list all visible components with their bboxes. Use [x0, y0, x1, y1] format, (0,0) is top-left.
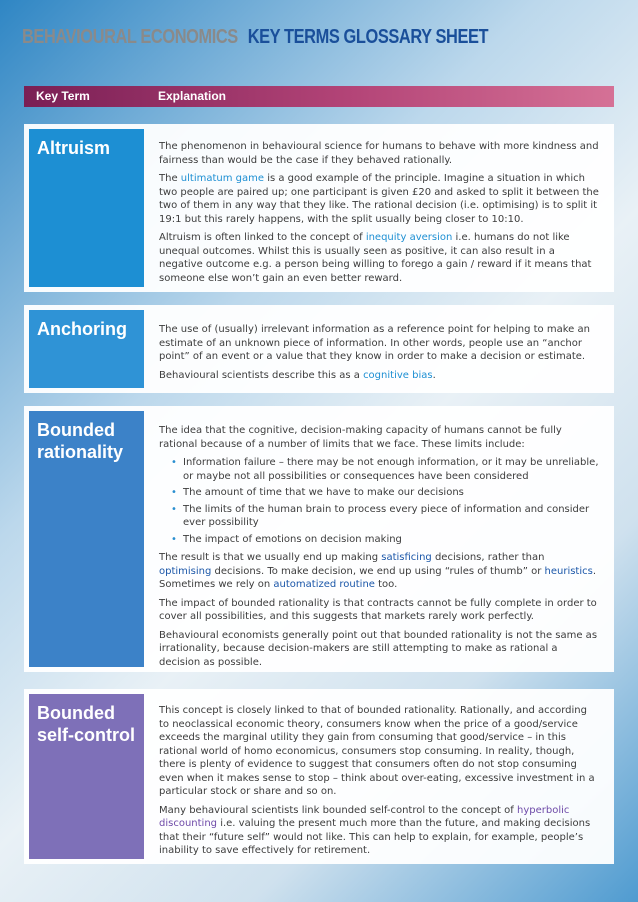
explanation-anchoring — [159, 323, 599, 387]
text: decisions, rather than — [431, 552, 545, 563]
text: i.e. humans do not like unequal outcomes. Whilst this is usually seen as positive, it can also result in a negative outcome e.g. a person being willing to forego a gain / reward if it means that someone else won’t gain an even better reward. — [159, 232, 592, 284]
explanation-altruism — [159, 140, 599, 290]
link-cognitive-bias[interactable]: cognitive bias — [363, 369, 433, 381]
term-line: Bounded — [37, 420, 115, 440]
text: i.e. valuing the present much more than the future, and making decisions that their “future self” would not like. This can help to explain, for example, people’s inability to save effectively for retirement. — [159, 818, 591, 856]
text: The result is that we usually end up making — [159, 552, 382, 563]
text: Altruism is often linked to the concept of — [159, 232, 366, 243]
text: too. — [374, 579, 398, 590]
text: Behavioural scientists describe this as a — [159, 369, 364, 381]
entry-anchoring — [24, 305, 614, 393]
list-item: • The amount of time that we have to make our decisions — [183, 486, 599, 500]
title-sheet: KEY TERMS GLOSSARY SHEET — [247, 26, 489, 48]
anchoring-p1: The use of (usually) irrelevant information as a reference point for helping to make an estimate of an unknown piece of information. In other words, people use an “anchor point” of an event or a value that they know in order to make a decision or estimate. — [159, 324, 590, 362]
entry-bounded-self-control — [24, 689, 614, 864]
explanation-bounded-self-control — [159, 704, 599, 863]
header-explanation: Explanation — [158, 89, 227, 103]
term-box-bounded-rationality — [29, 411, 144, 667]
term-line: rationality — [37, 442, 124, 462]
entry-altruism — [24, 124, 614, 292]
text: Many behavioural scientists link bounded self-control to the concept of — [159, 804, 517, 816]
page-title — [22, 26, 488, 49]
term-bounded-self-control — [37, 702, 147, 746]
bounded-rationality-p2 — [159, 551, 599, 592]
altruism-p2 — [159, 172, 599, 226]
header-key-term: Key Term — [36, 89, 90, 103]
limits-list — [159, 456, 599, 546]
text: The — [159, 173, 181, 184]
term-altruism: Altruism — [37, 138, 111, 158]
link-satisficing[interactable]: satisficing — [381, 552, 432, 563]
bounded-self-control-p2 — [159, 804, 599, 858]
link-inequity-aversion[interactable]: inequity aversion — [365, 232, 453, 243]
link-ultimatum-game[interactable]: ultimatum game — [180, 173, 265, 184]
table-header — [24, 86, 614, 107]
altruism-p1: The phenomenon in behavioural science for humans to behave with more kindness and fairness than would be the case if they behaved rationally. — [159, 141, 599, 166]
altruism-p3 — [159, 231, 599, 285]
bounded-rationality-p3: The impact of bounded rationality is that contracts cannot be fully complete in order to cover all possibilities, and this suggests that markets rarely work perfectly. — [159, 597, 597, 622]
bounded-self-control-p1: This concept is closely linked to that of bounded rationality. Rationally, and according to neoclassical economic theory, consumers know when the price of a good/service exceeds the marginal utility they gain from consuming that good/service – in this rational world of homo economicus, consumers stop consuming. In reality, though, there is plenty of evidence to suggest that consumers often do not stop consuming even when it makes sense to stop – think about over-eating, excessive investment in a particular stock or share and so on. — [159, 705, 595, 797]
term-anchoring: Anchoring — [37, 319, 127, 339]
term-line: self-control — [37, 725, 136, 745]
link-optimising[interactable]: optimising — [159, 565, 212, 577]
term-line: Bounded — [37, 703, 115, 723]
list-item: • Information failure – there may be not enough information, or it may be unreliable, or maybe not all possibilities or consequences have been considered — [183, 456, 599, 483]
list-item: • The limits of the human brain to process every piece of information and consider ever possibility — [183, 503, 599, 530]
list-item: • The impact of emotions on decision making — [183, 533, 599, 547]
text: is a good example of the principle. Imagine a situation in which two people are paired up; one participant is given £20 and asked to split it between the two of them in any way that they like. The rational decision (i.e. optimising) is to split it 19:1 but this rarely happens, with the split usually being closer to 10:10. — [159, 173, 599, 225]
bounded-rationality-p4: Behavioural economists generally point out that bounded rationality is not the same as irrationality, because decision-makers are still attempting to make as rational a decision as possible. — [159, 629, 598, 668]
term-bounded-rationality — [37, 419, 147, 463]
anchoring-p2 — [159, 369, 599, 383]
link-heuristics[interactable]: heuristics — [544, 565, 593, 577]
link-automatized-routine[interactable]: automatized routine — [273, 579, 375, 590]
text: . Sometimes we rely on — [159, 565, 597, 590]
entry-bounded-rationality — [24, 406, 614, 672]
term-box-bounded-self-control — [29, 694, 144, 859]
term-box-anchoring — [29, 310, 144, 388]
text: decisions. To make decision, we end up using “rules of thumb” or — [211, 565, 545, 577]
explanation-bounded-rationality — [159, 424, 599, 674]
title-subject: BEHAVIOURAL ECONOMICS — [22, 26, 238, 48]
link-hyperbolic-discounting[interactable]: hyperbolic discounting — [159, 804, 570, 829]
term-box-altruism — [29, 129, 144, 287]
text: . — [432, 369, 436, 381]
bounded-rationality-p1: The idea that the cognitive, decision-making capacity of humans cannot be fully rational because of a number of limits that we face. These limits include: — [159, 425, 562, 450]
